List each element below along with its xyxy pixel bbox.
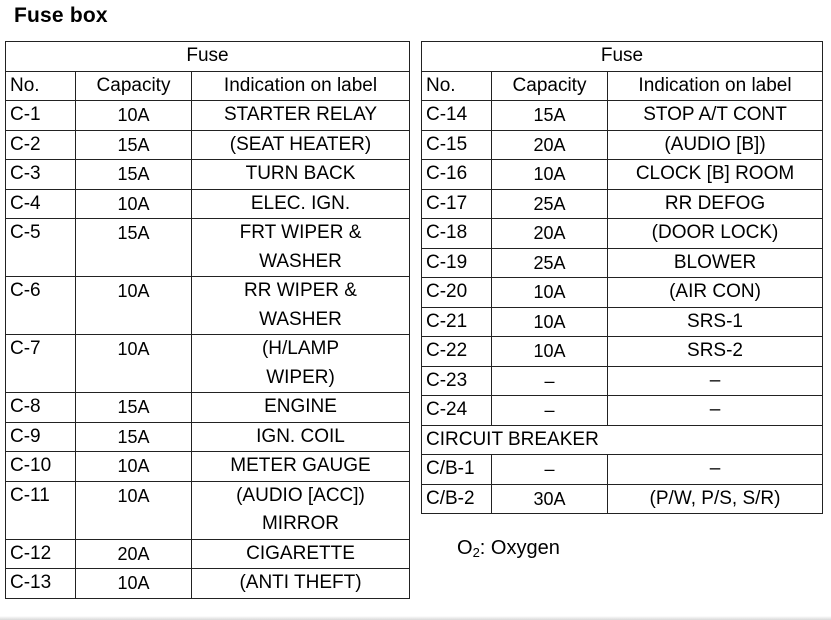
- fuse-indication: TURN BACK: [192, 160, 410, 190]
- fuse-capacity: 15A: [76, 422, 192, 452]
- fuse-indication: CIGARETTE: [192, 539, 410, 569]
- group-header: Fuse: [422, 42, 823, 72]
- table-row: [422, 455, 823, 485]
- table-row: [6, 306, 410, 335]
- column-header-capacity: Capacity: [492, 71, 608, 101]
- fuse-indication: CLOCK [B] ROOM: [608, 160, 823, 190]
- fuse-indication: IGN. COIL: [192, 422, 410, 452]
- table-row: [422, 189, 823, 219]
- fuse-indication: ELEC. IGN.: [192, 189, 410, 219]
- fuse-number: C-21: [422, 307, 492, 337]
- fuse-capacity: 15A: [76, 219, 192, 248]
- table-row: [6, 160, 410, 190]
- column-header-capacity: Capacity: [76, 71, 192, 101]
- table-row: [422, 219, 823, 249]
- column-header-no: No.: [6, 71, 76, 101]
- table-row: [422, 248, 823, 278]
- fuse-number: C-12: [6, 539, 76, 569]
- fuse-capacity: 10A: [76, 569, 192, 599]
- fuse-capacity: 30A: [492, 484, 608, 514]
- fuse-indication: (ANTI THEFT): [192, 569, 410, 599]
- fuse-indication: STARTER RELAY: [192, 101, 410, 131]
- fuse-indication: (AUDIO [ACC]): [192, 481, 410, 510]
- fuse-capacity: 25A: [492, 248, 608, 278]
- fuse-table-right: [421, 41, 823, 514]
- fuse-number: C-7: [6, 335, 76, 364]
- table-row: [6, 481, 410, 510]
- fuse-indication: MIRROR: [192, 510, 410, 539]
- circuit-breaker-header: CIRCUIT BREAKER: [422, 425, 823, 455]
- fuse-capacity: 10A: [76, 277, 192, 306]
- fuse-capacity: 15A: [76, 160, 192, 190]
- table-row: [422, 337, 823, 367]
- fuse-capacity: –: [492, 455, 608, 485]
- table-row: [422, 130, 823, 160]
- fuse-capacity-continued: [76, 248, 192, 277]
- fuse-number: C-6: [6, 277, 76, 306]
- table-row: [6, 569, 410, 599]
- fuse-capacity: 20A: [492, 219, 608, 249]
- fuse-indication: SRS-1: [608, 307, 823, 337]
- table-row: [422, 101, 823, 131]
- fuse-indication: –: [608, 366, 823, 396]
- fuse-indication: WASHER: [192, 248, 410, 277]
- fuse-indication: (SEAT HEATER): [192, 130, 410, 160]
- fuse-number: C-16: [422, 160, 492, 190]
- fuse-capacity: –: [492, 396, 608, 426]
- note-text: : Oxygen: [479, 537, 560, 559]
- fuse-indication: METER GAUGE: [192, 452, 410, 482]
- fuse-rows: [6, 101, 410, 599]
- fuse-indication: ENGINE: [192, 393, 410, 423]
- table-row: [6, 510, 410, 539]
- fuse-capacity: 15A: [492, 101, 608, 131]
- fuse-indication: RR WIPER &: [192, 277, 410, 306]
- fuse-capacity: 15A: [76, 393, 192, 423]
- fuse-capacity-continued: [76, 306, 192, 335]
- fuse-capacity-continued: [76, 510, 192, 539]
- fuse-number: C-8: [6, 393, 76, 423]
- fuse-number: C-24: [422, 396, 492, 426]
- table-row: [422, 307, 823, 337]
- fuse-number: C/B-2: [422, 484, 492, 514]
- table-row: [422, 366, 823, 396]
- fuse-number-continued: [6, 248, 76, 277]
- fuse-number: C-11: [6, 481, 76, 510]
- fuse-capacity: 10A: [76, 452, 192, 482]
- fuse-capacity: 10A: [76, 481, 192, 510]
- fuse-capacity: 10A: [76, 101, 192, 131]
- fuse-indication: (AIR CON): [608, 278, 823, 308]
- fuse-indication: (AUDIO [B]): [608, 130, 823, 160]
- table-row: [6, 130, 410, 160]
- table-row: [6, 101, 410, 131]
- table-row: [6, 277, 410, 306]
- fuse-indication: RR DEFOG: [608, 189, 823, 219]
- fuse-number: C-4: [6, 189, 76, 219]
- fuse-number: C-23: [422, 366, 492, 396]
- fuse-indication: –: [608, 396, 823, 426]
- fuse-capacity: 10A: [492, 160, 608, 190]
- fuse-number: C-18: [422, 219, 492, 249]
- fuse-indication: STOP A/T CONT: [608, 101, 823, 131]
- fuse-capacity: 20A: [76, 539, 192, 569]
- table-row: [6, 422, 410, 452]
- table-row: [422, 160, 823, 190]
- fuse-indication: BLOWER: [608, 248, 823, 278]
- fuse-indication: (H/LAMP: [192, 335, 410, 364]
- fuse-number: C-10: [6, 452, 76, 482]
- column-header-no: No.: [422, 71, 492, 101]
- table-row: [6, 189, 410, 219]
- fuse-capacity: 10A: [492, 337, 608, 367]
- fuse-number: C/B-1: [422, 455, 492, 485]
- fuse-number: C-14: [422, 101, 492, 131]
- table-row: [422, 484, 823, 514]
- table-row: [6, 248, 410, 277]
- note-subscript: 2: [472, 545, 480, 560]
- fuse-number: C-9: [6, 422, 76, 452]
- scan-edge: [0, 616, 831, 620]
- page-title: Fuse box: [14, 4, 108, 27]
- table-row: [422, 278, 823, 308]
- fuse-number: C-19: [422, 248, 492, 278]
- fuse-number: C-13: [6, 569, 76, 599]
- fuse-indication: –: [608, 455, 823, 485]
- fuse-indication: WIPER): [192, 364, 410, 393]
- fuse-indication: (DOOR LOCK): [608, 219, 823, 249]
- fuse-capacity-continued: [76, 364, 192, 393]
- fuse-table-left: [5, 41, 410, 599]
- fuse-number: C-3: [6, 160, 76, 190]
- column-header-indication: Indication on label: [192, 71, 410, 101]
- oxygen-note: [457, 537, 560, 560]
- fuse-rows: [422, 101, 823, 426]
- fuse-capacity: 10A: [76, 189, 192, 219]
- note-symbol: O: [457, 537, 473, 559]
- fuse-number-continued: [6, 364, 76, 393]
- fuse-number: C-22: [422, 337, 492, 367]
- fuse-number: C-5: [6, 219, 76, 248]
- fuse-capacity: 25A: [492, 189, 608, 219]
- fuse-indication: FRT WIPER &: [192, 219, 410, 248]
- fuse-indication: WASHER: [192, 306, 410, 335]
- table-row: [6, 452, 410, 482]
- table-row: [6, 539, 410, 569]
- breaker-rows: [422, 455, 823, 514]
- fuse-indication: SRS-2: [608, 337, 823, 367]
- fuse-capacity: 20A: [492, 130, 608, 160]
- fuse-number-continued: [6, 510, 76, 539]
- fuse-capacity: –: [492, 366, 608, 396]
- fuse-capacity: 10A: [492, 307, 608, 337]
- table-row: [6, 364, 410, 393]
- fuse-indication: (P/W, P/S, S/R): [608, 484, 823, 514]
- fuse-number: C-2: [6, 130, 76, 160]
- fuse-capacity: 15A: [76, 130, 192, 160]
- table-row: [422, 396, 823, 426]
- group-header: Fuse: [6, 42, 410, 72]
- column-header-indication: Indication on label: [608, 71, 823, 101]
- fuse-number: C-1: [6, 101, 76, 131]
- fuse-number: C-15: [422, 130, 492, 160]
- fuse-number: C-17: [422, 189, 492, 219]
- table-row: [6, 393, 410, 423]
- table-row: [6, 219, 410, 248]
- fuse-number: C-20: [422, 278, 492, 308]
- fuse-capacity: 10A: [76, 335, 192, 364]
- fuse-capacity: 10A: [492, 278, 608, 308]
- fuse-number-continued: [6, 306, 76, 335]
- table-row: [6, 335, 410, 364]
